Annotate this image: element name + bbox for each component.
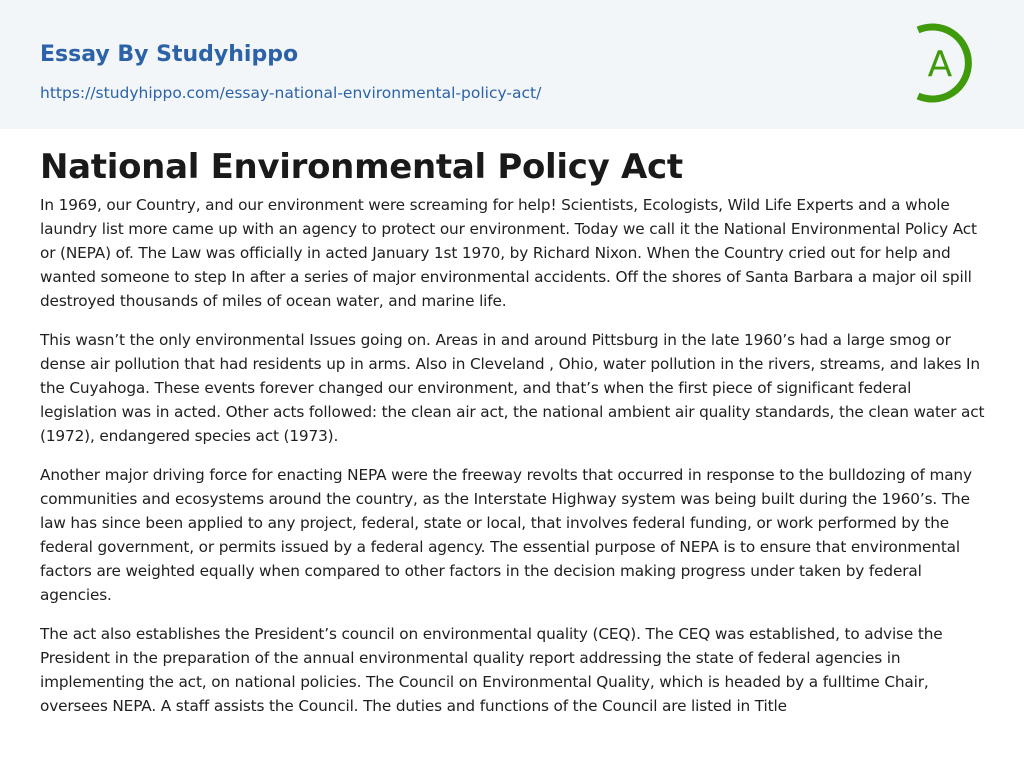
essay-paragraph: In 1969, our Country, and our environment were screaming for help! Scientists, Ecologists, Wild Life Experts and a whole laundry list more came up with an agency to protect our environment. Today we call it the National Environmental Policy Act or (NEPA) of. The Law was officially in acted January 1st 1970, by Richard Nixon. When the Country cried out for help and wanted someone to step In after a series of major environmental accidents. Off the shores of Santa Barbara a major oil spill destroyed thousands of miles of ocean water, and marine life. xyxy=(40,196,977,310)
studyhippo-logo-icon xyxy=(910,18,990,108)
essay-url-link[interactable]: https://studyhippo.com/essay-national-environmental-policy-act/ xyxy=(40,84,542,102)
svg-text:A: A xyxy=(927,44,953,85)
site-header xyxy=(0,0,1024,129)
essay-title: National Environmental Policy Act xyxy=(40,147,683,187)
essay-paragraph: This wasn’t the only environmental Issues going on. Areas in and around Pittsburg in the late 1960’s had a large smog or dense air pollution that had residents up in arms. Also in Cleveland , Ohio, water pollution in the rivers, streams, and lakes In the Cuyahoga. These events forever changed our environment, and that’s when the first piece of significant federal legislation was in acted. Other acts followed: the clean air act, the national ambient air quality standards, the clean water act (1972), endangered species act (1973). xyxy=(40,331,985,445)
essay-paragraph: The act also establishes the President’s council on environmental quality (CEQ). The CEQ was established, to advise the President in the preparation of the annual environmental quality report addressing the state of federal agencies in implementing the act, on national policies. The Council on Environmental Quality, which is headed by a fulltime Chair, oversees NEPA. A staff assists the Council. The duties and functions of the Council are listed in Title xyxy=(40,625,943,715)
essay-body xyxy=(0,147,1024,718)
essay-paragraph: Another major driving force for enacting NEPA were the freeway revolts that occurred in response to the bulldozing of many communities and ecosystems around the country, as the Interstate Highway system was being built during the 1960’s. The law has since been applied to any project, federal, state or local, that involves federal funding, or work performed by the federal government, or permits issued by a federal agency. The essential purpose of NEPA is to ensure that environmental factors are weighted equally when compared to other factors in the decision making progress under taken by federal agencies. xyxy=(40,466,972,604)
brand-title: Essay By Studyhippo xyxy=(40,42,299,67)
